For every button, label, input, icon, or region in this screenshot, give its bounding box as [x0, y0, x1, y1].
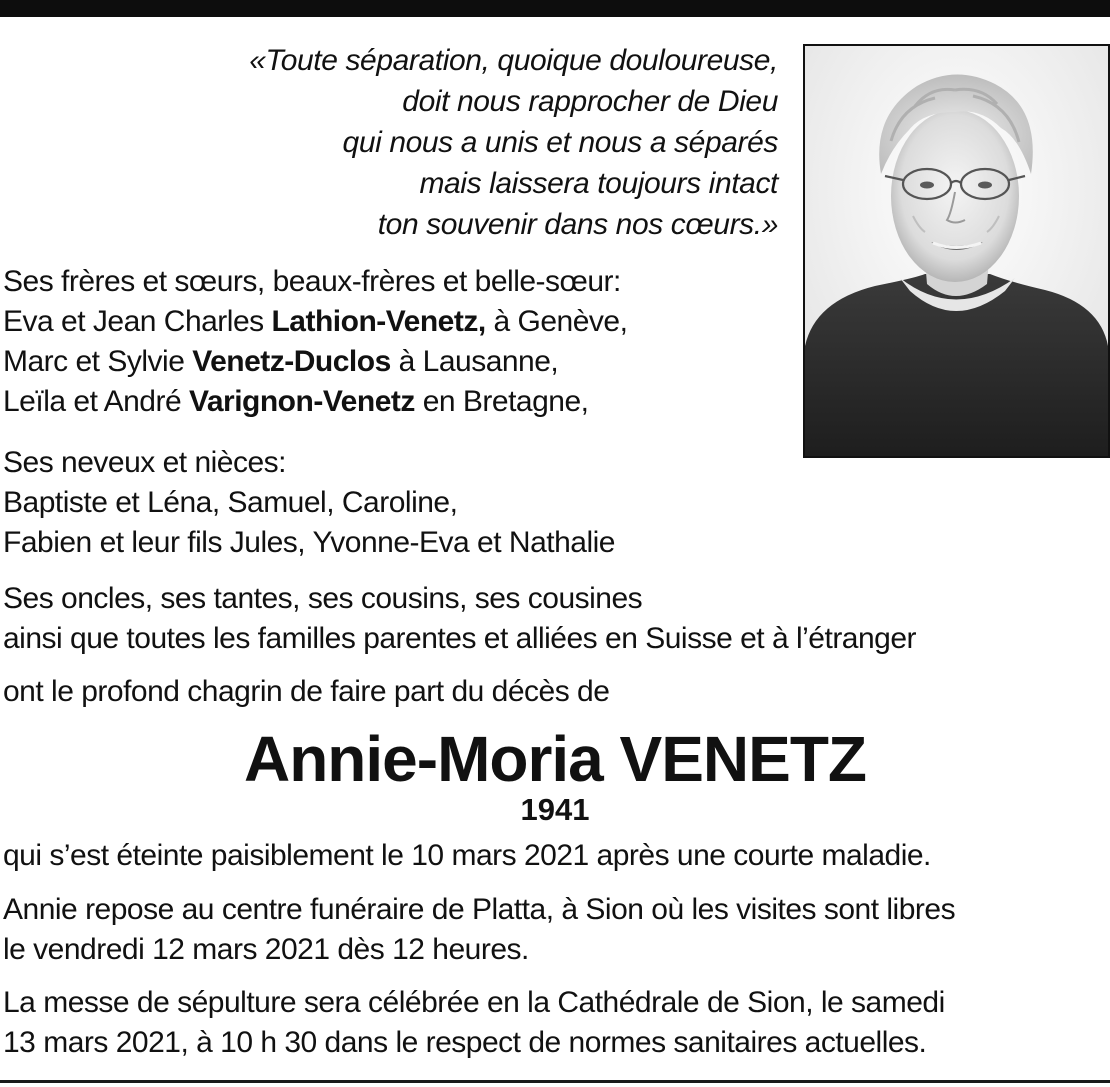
relatives-block: [3, 579, 916, 659]
relatives-line: Ses oncles, ses tantes, ses cousins, ses cousines: [3, 582, 643, 615]
viewing-line: le vendredi 12 mars 2021 dès 12 heures.: [3, 933, 529, 966]
sibling-first-names: Eva et Jean Charles: [3, 305, 272, 338]
quote-line: «Toute séparation, quoique douloureuse,: [249, 44, 778, 77]
sibling-first-names: Leïla et André: [3, 385, 189, 418]
mass-line: 13 mars 2021, à 10 h 30 dans le respect de normes sanitaires actuelles.: [3, 1026, 927, 1059]
birth-year: 1941: [520, 792, 590, 827]
nephews-line: Fabien et leur fils Jules, Yvonne-Eva et Nathalie: [3, 526, 615, 559]
quote-line: mais laissera toujours intact: [419, 167, 778, 200]
quote-line: doit nous rapprocher de Dieu: [402, 85, 778, 118]
portrait-photo: [803, 44, 1110, 458]
viewing-block: [3, 890, 955, 970]
sibling-surname: Lathion-Venetz,: [271, 305, 486, 338]
sibling-first-names: Marc et Sylvie: [3, 345, 193, 378]
nephews-line: Baptiste et Léna, Samuel, Caroline,: [3, 486, 458, 519]
announcement-line: ont le profond chagrin de faire part du décès de: [3, 675, 610, 708]
portrait-photo-icon: [805, 46, 1108, 456]
quote-line: ton souvenir dans nos cœurs.»: [377, 208, 778, 241]
sibling-line: [3, 342, 627, 382]
sibling-place: à Genève,: [485, 305, 628, 338]
funeral-mass-block: [3, 983, 945, 1063]
sibling-line: [3, 302, 627, 342]
relatives-line: ainsi que toutes les familles parentes et alliées en Suisse et à l’étranger: [3, 622, 917, 655]
siblings-block: [3, 262, 627, 422]
mass-line: La messe de sépulture sera célébrée en la Cathédrale de Sion, le samedi: [3, 986, 945, 1019]
sibling-place: en Bretagne,: [414, 385, 589, 418]
bottom-rule: [0, 1080, 1110, 1083]
sibling-surname: Varignon-Venetz: [188, 385, 415, 418]
deceased-name: Annie-Moria VENETZ: [243, 723, 867, 795]
sibling-place: à Lausanne,: [390, 345, 559, 378]
epigraph-quote: [130, 40, 778, 245]
sibling-line: [3, 382, 627, 422]
top-rule: [0, 0, 1110, 17]
nephews-heading: Ses neveux et nièces:: [3, 446, 287, 479]
passing-notice: qui s’est éteinte paisiblement le 10 mars 2021 après une courte maladie.: [3, 839, 931, 872]
nephews-block: [3, 443, 615, 563]
siblings-heading: Ses frères et sœurs, beaux-frères et belle-sœur:: [3, 265, 621, 298]
sibling-surname: Venetz-Duclos: [192, 345, 391, 378]
quote-line: qui nous a unis et nous a séparés: [342, 126, 778, 159]
viewing-line: Annie repose au centre funéraire de Platta, à Sion où les visites sont libres: [3, 893, 956, 926]
